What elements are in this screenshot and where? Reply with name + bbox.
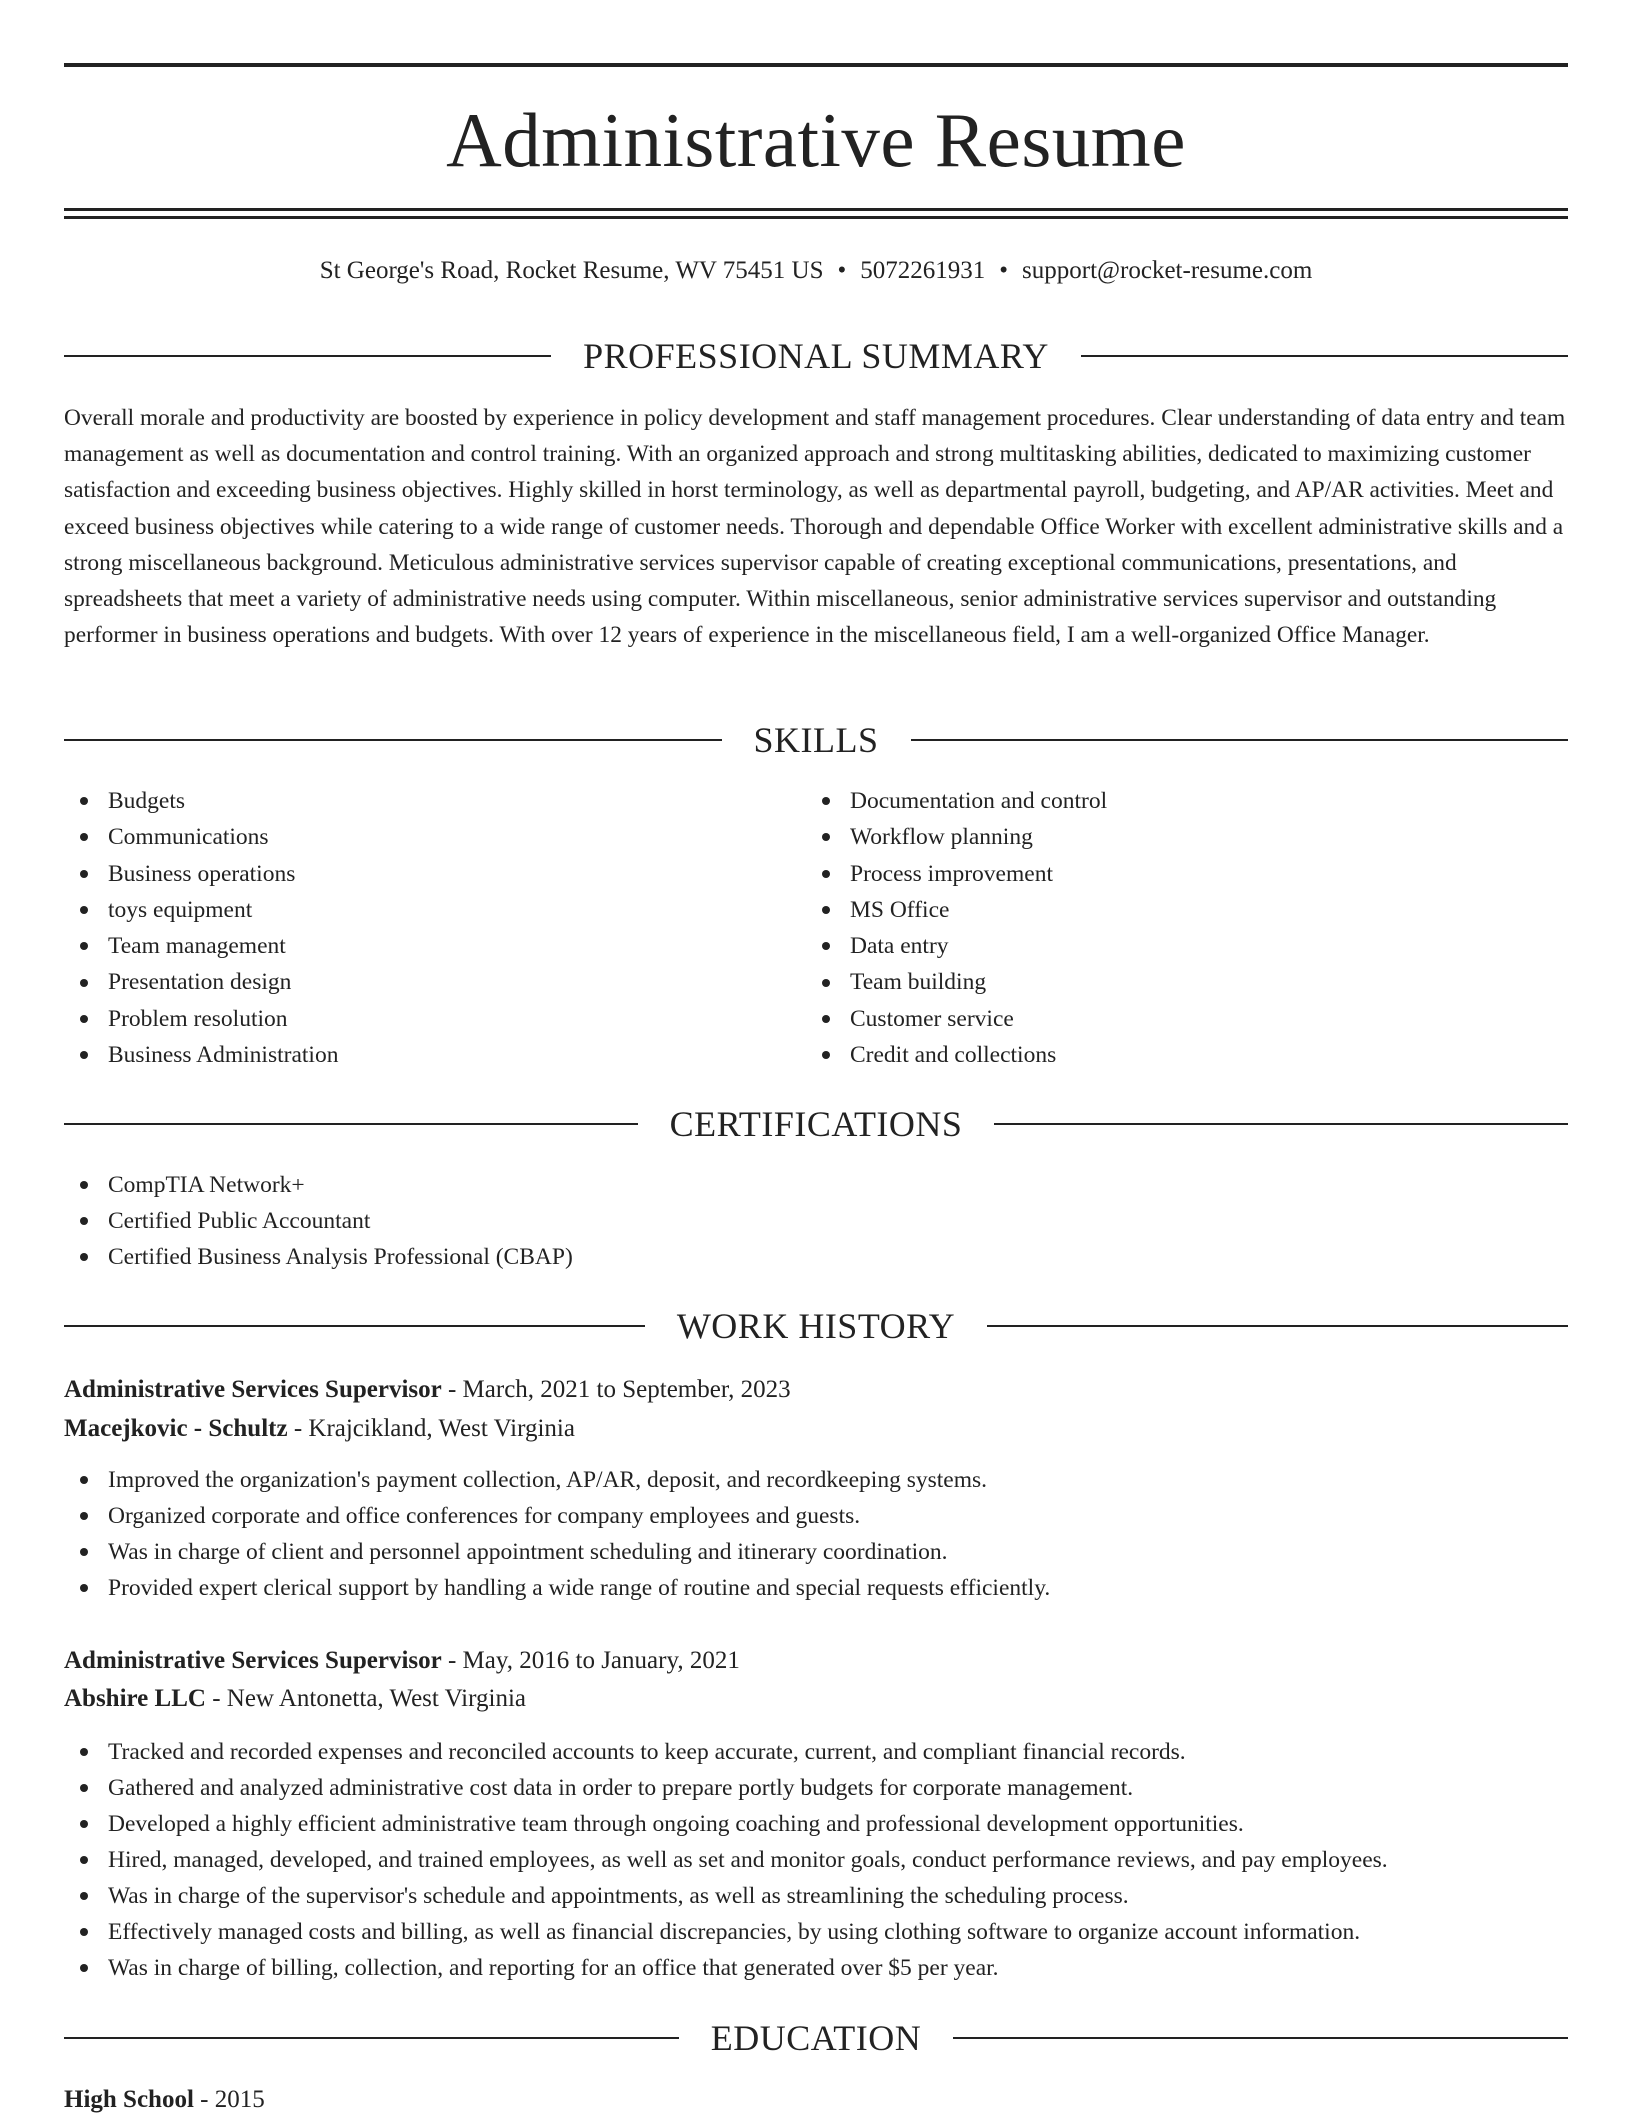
contact-phone: 5072261931 xyxy=(860,257,986,284)
duty-item: Hired, managed, developed, and trained employees, as well as set and monitor goals, conduct performance reviews, and pay employees. xyxy=(64,1842,1568,1878)
divider-line xyxy=(64,355,551,357)
section-heading-certifications xyxy=(64,1102,1568,1146)
divider-line xyxy=(911,739,1569,741)
certification-item: CompTIA Network+ xyxy=(64,1167,1064,1203)
job-title: Administrative Services Supervisor xyxy=(64,1376,442,1403)
skill-item: Team management xyxy=(64,928,764,964)
contact-email: support@rocket-resume.com xyxy=(1022,257,1313,284)
job-dates: - March, 2021 to September, 2023 xyxy=(441,1376,791,1403)
skill-item: MS Office xyxy=(806,892,1506,928)
skill-item: Customer service xyxy=(806,1001,1506,1037)
summary-text: Overall morale and productivity are boosted by experience in policy development and staff management procedures. Clear understanding of data entry and team management as well as documentation and control training. With an organized approach and strong multitasking abilities, dedicated to maximizing customer satisfaction and exceeding business objectives. Highly skilled in horst terminology, as well as departmental payroll, budgeting, and AP/AR activities. Meet and exceed business objectives while catering to a wide range of customer needs. Thorough and dependable Office Worker with excellent administrative skills and a strong miscellaneous background. Meticulous administrative services supervisor capable of creating exceptional communications, presentations, and spreadsheets that meet a variety of administrative needs using computer. Within miscellaneous, senior administrative services supervisor and outstanding performer in business operations and budgets. With over 12 years of experience in the miscellaneous field, I am a well-organized Office Manager. xyxy=(64,405,1566,649)
education-entry xyxy=(64,2082,265,2118)
certifications-list xyxy=(64,1167,1064,1275)
section-heading-skills xyxy=(64,718,1568,762)
skill-item: Business Administration xyxy=(64,1037,764,1073)
duty-item: Tracked and recorded expenses and reconciled accounts to keep accurate, current, and compliant financial records. xyxy=(64,1734,1568,1770)
certification-item: Certified Business Analysis Professional (CBAP) xyxy=(64,1239,1064,1275)
job-duties-list xyxy=(64,1462,1568,1606)
duty-item: Effectively managed costs and billing, as well as financial discrepancies, by using clothing software to organize account information. xyxy=(64,1914,1568,1950)
skills-list-left xyxy=(64,783,764,1073)
section-title: SKILLS xyxy=(753,720,879,760)
skill-item: Process improvement xyxy=(806,856,1506,892)
skill-item: Problem resolution xyxy=(64,1001,764,1037)
duty-item: Developed a highly efficient administrative team through ongoing coaching and professional development opportunities. xyxy=(64,1806,1568,1842)
header-top-rule xyxy=(64,63,1568,67)
certification-item: Certified Public Accountant xyxy=(64,1203,1064,1239)
job-dates: - May, 2016 to January, 2021 xyxy=(441,1647,740,1674)
job-title: Administrative Services Supervisor xyxy=(64,1647,442,1674)
education-degree: High School xyxy=(64,2086,194,2113)
skill-item: toys equipment xyxy=(64,892,764,928)
skill-item: Business operations xyxy=(64,856,764,892)
divider-line xyxy=(994,1123,1568,1125)
contact-address: St George's Road, Rocket Resume, WV 75451 US xyxy=(319,257,824,284)
job-title-line xyxy=(64,1643,740,1679)
skill-item: Communications xyxy=(64,819,764,855)
contact-separator: • xyxy=(837,257,847,284)
job-duties-list xyxy=(64,1734,1568,1986)
section-title: CERTIFICATIONS xyxy=(669,1104,963,1144)
job-company: Abshire LLC xyxy=(64,1685,206,1712)
header-double-rule-upper xyxy=(64,208,1568,211)
duty-item: Gathered and analyzed administrative cost data in order to prepare portly budgets for corporate management. xyxy=(64,1770,1568,1806)
skill-item: Team building xyxy=(806,964,1506,1000)
section-title: EDUCATION xyxy=(710,2018,922,2058)
skill-item: Credit and collections xyxy=(806,1037,1506,1073)
duty-item: Was in charge of the supervisor's schedule and appointments, as well as streamlining the scheduling process. xyxy=(64,1878,1568,1914)
header-double-rule-lower xyxy=(64,216,1568,219)
section-title: PROFESSIONAL SUMMARY xyxy=(583,336,1049,376)
section-heading-education xyxy=(64,2016,1568,2060)
duty-item: Was in charge of client and personnel appointment scheduling and itinerary coordination. xyxy=(64,1534,1568,1570)
duty-item: Provided expert clerical support by handling a wide range of routine and special requests efficiently. xyxy=(64,1570,1568,1606)
divider-line xyxy=(987,1325,1568,1327)
education-year: - 2015 xyxy=(193,2086,265,2113)
divider-line xyxy=(64,739,722,741)
section-title: WORK HISTORY xyxy=(676,1306,956,1346)
skill-item: Budgets xyxy=(64,783,764,819)
skill-item: Workflow planning xyxy=(806,819,1506,855)
job-location: - Krajcikland, West Virginia xyxy=(287,1415,575,1442)
duty-item: Improved the organization's payment collection, AP/AR, deposit, and recordkeeping systems. xyxy=(64,1462,1568,1498)
skill-item: Presentation design xyxy=(64,964,764,1000)
skill-item: Data entry xyxy=(806,928,1506,964)
divider-line xyxy=(64,1123,638,1125)
resume-title: Administrative Resume xyxy=(446,97,1186,183)
contact-line xyxy=(64,254,1568,288)
job-company: Macejkovic - Schultz xyxy=(64,1415,288,1442)
duty-item: Was in charge of billing, collection, and reporting for an office that generated over $5 per year. xyxy=(64,1950,1568,1986)
job-location: - New Antonetta, West Virginia xyxy=(205,1685,526,1712)
contact-separator: • xyxy=(999,257,1009,284)
job-title-line xyxy=(64,1372,791,1408)
skill-item: Documentation and control xyxy=(806,783,1506,819)
job-company-line xyxy=(64,1681,526,1717)
divider-line xyxy=(64,1325,645,1327)
section-heading-summary xyxy=(64,334,1568,378)
divider-line xyxy=(1081,355,1568,357)
section-heading-work-history xyxy=(64,1304,1568,1348)
skills-list-right xyxy=(806,783,1506,1073)
divider-line xyxy=(953,2037,1568,2039)
divider-line xyxy=(64,2037,679,2039)
job-company-line xyxy=(64,1411,575,1447)
duty-item: Organized corporate and office conferences for company employees and guests. xyxy=(64,1498,1568,1534)
